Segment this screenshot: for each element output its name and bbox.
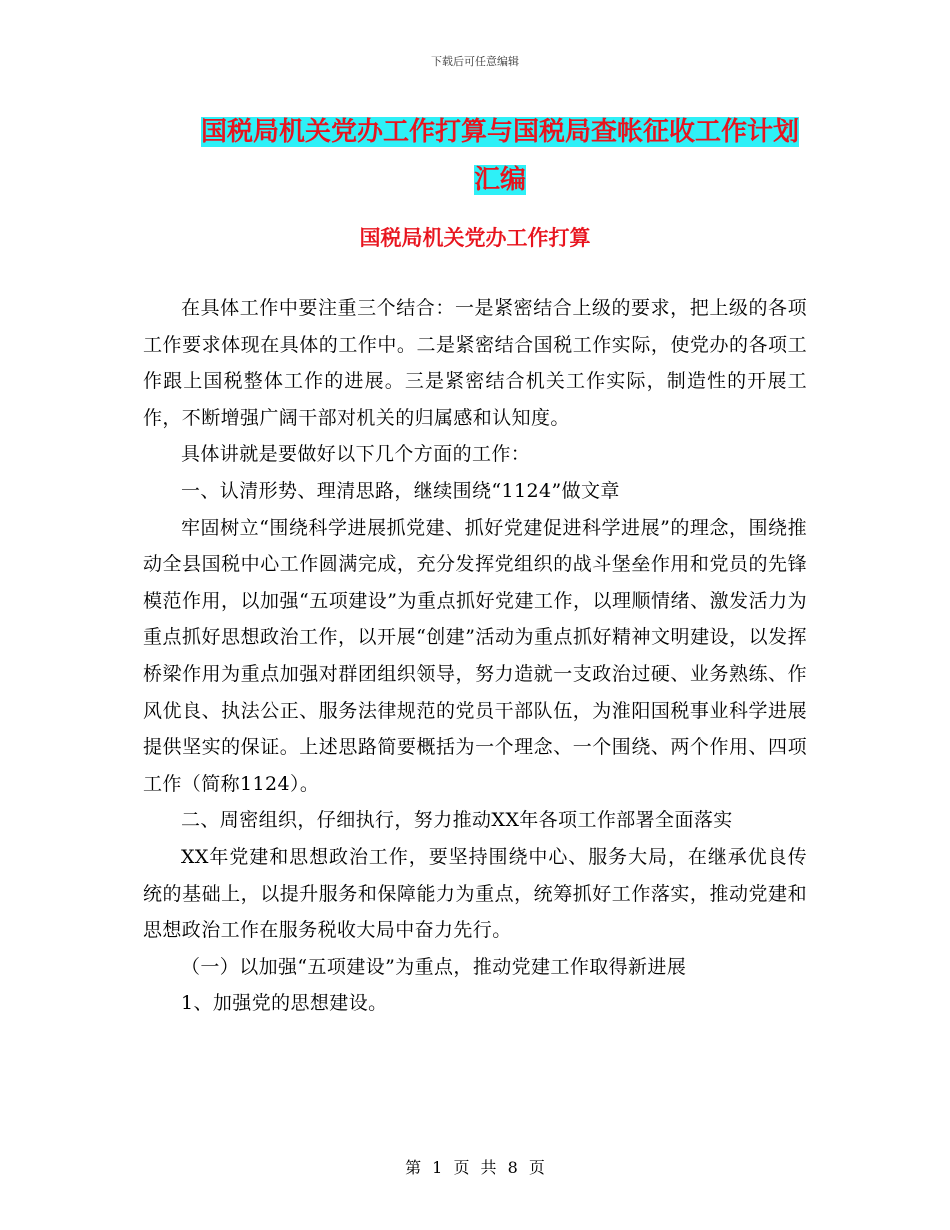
item-1: 1、加强党的思想建设。 [181, 992, 388, 1015]
page-number-footer: 第 1 页 共 8 页 [405, 1158, 545, 1177]
paragraph: 牢固树立“围绕科学进展抓党建、抓好党建促进科学进展”的理念，围绕推动全县国税中心工作圆满完成，充分发挥党组织的战斗堡垒作用和党员的先锋模范作用，以加强“五项建设”为重点抓好党建工作，以理顺情绪、激发活力为重点抓好思想政治工作，以开展“创建”活动为重点抓好精神文明建设，以发挥桥梁作用为重点加强对群团组织领导，努力造就一支政治过硬、业务熟练、作风优良、执法公正、服务法律规范的党员干部队伍，为淮阳国税事业科学进展提供坚实的保证。上述思路简要概括为一个理念、一个围绕、两个作用、四项工作（简称1124）。 [143, 516, 807, 795]
section-title: 国税局机关党办工作打算 [359, 226, 591, 250]
page-header-note: 下载后可任意编辑 [431, 55, 519, 68]
document-title-line-2: 汇编 [473, 165, 526, 195]
heading-1: 一、认清形势、理清思路，继续围绕“1124”做文章 [181, 479, 620, 502]
subheading-1: （一）以加强“五项建设”为重点，推动党建工作取得新进展 [181, 955, 687, 978]
document-title-line-1: 国税局机关党办工作打算与国税局查帐征收工作计划 [200, 117, 799, 147]
paragraph: 在具体工作中要注重三个结合：一是紧密结合上级的要求，把上级的各项工作要求体现在具体的工作中。二是紧密结合国税工作实际，使党办的各项工作跟上国税整体工作的进展。三是紧密结合机关工作实际，制造性的开展工作，不断增强广阔干部对机关的归属感和认知度。 [143, 297, 807, 429]
paragraph: XX年党建和思想政治工作，要坚持围绕中心、服务大局，在继承优良传统的基础上，以提升服务和保障能力为重点，统筹抓好工作落实，推动党建和思想政治工作在服务税收大局中奋力先行。 [143, 845, 807, 942]
heading-2: 二、周密组织，仔细执行，努力推动XX年各项工作部署全面落实 [181, 809, 733, 832]
document-title [190, 108, 810, 204]
paragraph: 具体讲就是要做好以下几个方面的工作： [181, 443, 531, 466]
document-body [143, 290, 807, 1022]
